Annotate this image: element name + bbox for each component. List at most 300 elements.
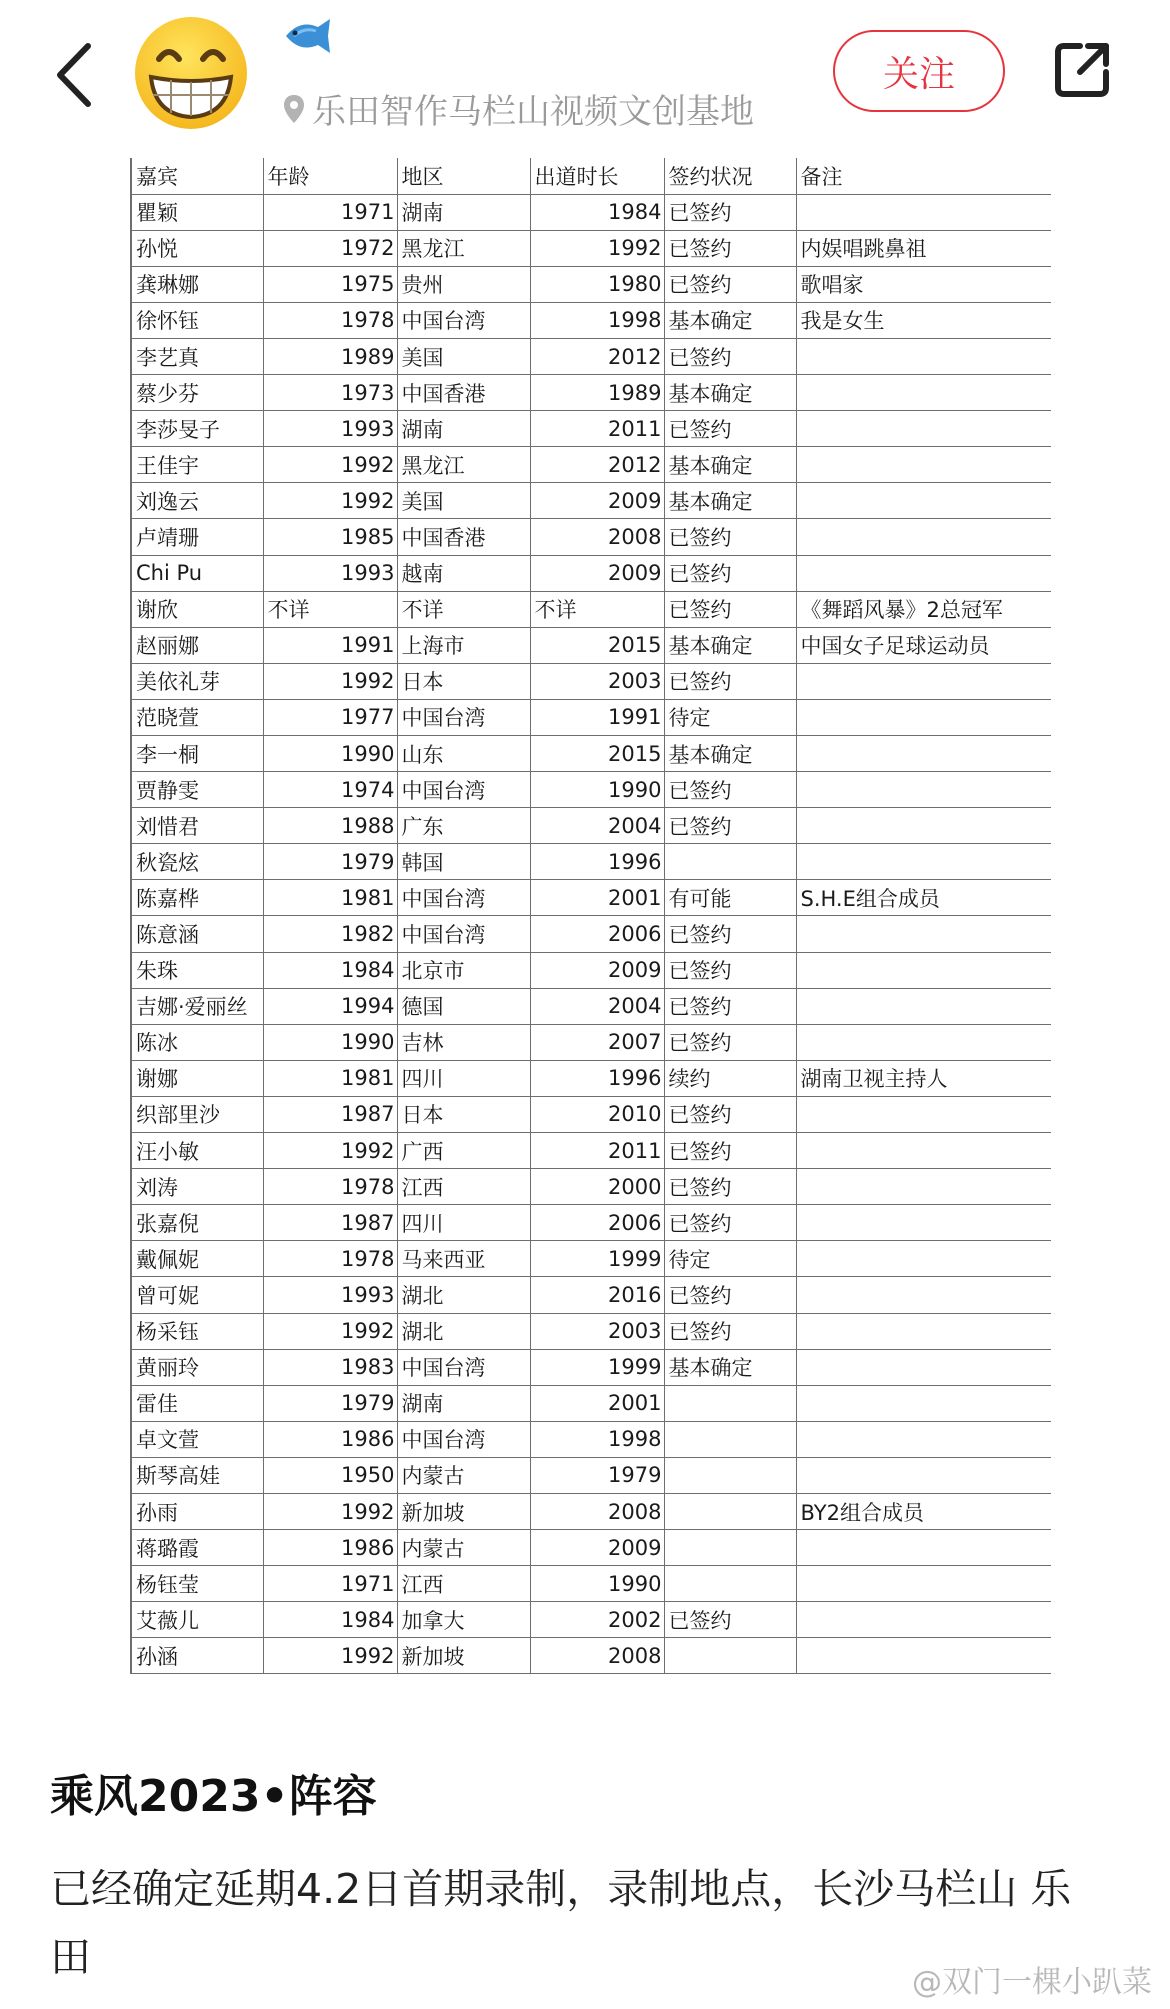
table-row xyxy=(131,1349,1051,1385)
table-row xyxy=(131,952,1051,988)
table-cell: 基本确定 xyxy=(664,447,796,483)
table-cell xyxy=(796,1169,1051,1205)
table-row xyxy=(131,988,1051,1024)
table-cell: 美国 xyxy=(397,338,530,374)
table-cell: 汪小敏 xyxy=(131,1133,263,1169)
table-cell: 基本确定 xyxy=(664,736,796,772)
table-row xyxy=(131,411,1051,447)
table-cell: 2012 xyxy=(530,447,664,483)
table-cell: 日本 xyxy=(397,1096,530,1132)
table-row xyxy=(131,1169,1051,1205)
post-header xyxy=(0,0,1170,150)
table-cell: 已签约 xyxy=(664,1096,796,1132)
table-cell xyxy=(796,194,1051,230)
table-cell: 1992 xyxy=(263,447,397,483)
table-cell: 孙悦 xyxy=(131,230,263,266)
table-cell: 新加坡 xyxy=(397,1493,530,1529)
table-cell: 李一桐 xyxy=(131,736,263,772)
table-cell: 1992 xyxy=(263,1133,397,1169)
table-row xyxy=(131,1024,1051,1060)
table-row xyxy=(131,375,1051,411)
table-cell xyxy=(796,736,1051,772)
table-row xyxy=(131,1385,1051,1421)
table-cell: 1992 xyxy=(263,1638,397,1674)
table-cell: 新加坡 xyxy=(397,1638,530,1674)
fish-icon xyxy=(280,15,336,57)
table-cell: 1979 xyxy=(530,1457,664,1493)
table-row xyxy=(131,1205,1051,1241)
table-cell: 2008 xyxy=(530,1638,664,1674)
table-cell xyxy=(796,1313,1051,1349)
table-cell: 2009 xyxy=(530,952,664,988)
table-cell: 美依礼芽 xyxy=(131,663,263,699)
table-cell: 中国台湾 xyxy=(397,916,530,952)
table-cell xyxy=(796,447,1051,483)
table-cell: 内娱唱跳鼻祖 xyxy=(796,230,1051,266)
table-cell: 1984 xyxy=(263,952,397,988)
location-tag[interactable] xyxy=(282,84,754,133)
table-cell xyxy=(796,483,1051,519)
table-cell: 1992 xyxy=(263,1313,397,1349)
table-cell: 待定 xyxy=(664,699,796,735)
table-cell: 1990 xyxy=(530,1566,664,1602)
table-cell: 2006 xyxy=(530,916,664,952)
table-cell: 1979 xyxy=(263,1385,397,1421)
table-cell xyxy=(796,844,1051,880)
table-cell: 1993 xyxy=(263,1277,397,1313)
table-cell xyxy=(664,1638,796,1674)
table-row xyxy=(131,302,1051,338)
table-cell: 已签约 xyxy=(664,1205,796,1241)
table-cell: 卓文萱 xyxy=(131,1421,263,1457)
table-cell: 内蒙古 xyxy=(397,1457,530,1493)
table-cell: 中国香港 xyxy=(397,519,530,555)
table-cell: 已签约 xyxy=(664,988,796,1024)
table-cell: 四川 xyxy=(397,1205,530,1241)
table-cell: 日本 xyxy=(397,663,530,699)
table-cell: 中国台湾 xyxy=(397,880,530,916)
table-cell: 1986 xyxy=(263,1421,397,1457)
table-cell: 1991 xyxy=(530,699,664,735)
table-row xyxy=(131,844,1051,880)
table-cell: 中国台湾 xyxy=(397,772,530,808)
table-cell: 中国台湾 xyxy=(397,699,530,735)
table-cell: 中国女子足球运动员 xyxy=(796,627,1051,663)
table-cell xyxy=(664,844,796,880)
table-cell: 1987 xyxy=(263,1205,397,1241)
table-cell xyxy=(796,519,1051,555)
table-cell: 2011 xyxy=(530,1133,664,1169)
table-cell: 2009 xyxy=(530,1530,664,1566)
table-cell xyxy=(796,1133,1051,1169)
table-row xyxy=(131,699,1051,735)
table-cell: 1988 xyxy=(263,808,397,844)
table-cell: 已签约 xyxy=(664,266,796,302)
table-cell: 2011 xyxy=(530,411,664,447)
table-cell xyxy=(796,338,1051,374)
table-row xyxy=(131,1457,1051,1493)
table-row xyxy=(131,266,1051,302)
table-cell: 已签约 xyxy=(664,663,796,699)
table-cell: 1987 xyxy=(263,1096,397,1132)
table-cell: 待定 xyxy=(664,1241,796,1277)
table-cell: 加拿大 xyxy=(397,1602,530,1638)
table-cell: 中国台湾 xyxy=(397,1421,530,1457)
table-cell: 2008 xyxy=(530,519,664,555)
table-cell: 秋瓷炫 xyxy=(131,844,263,880)
table-row xyxy=(131,1313,1051,1349)
table-cell: 1979 xyxy=(263,844,397,880)
table-cell: 广西 xyxy=(397,1133,530,1169)
table-cell: 1984 xyxy=(263,1602,397,1638)
column-header: 出道时长 xyxy=(530,158,664,194)
table-cell xyxy=(796,988,1051,1024)
table-cell: 谢娜 xyxy=(131,1060,263,1096)
column-header: 备注 xyxy=(796,158,1051,194)
table-cell: 刘涛 xyxy=(131,1169,263,1205)
table-cell: 1984 xyxy=(530,194,664,230)
table-cell: 斯琴高娃 xyxy=(131,1457,263,1493)
table-cell: 1990 xyxy=(263,1024,397,1060)
table-cell xyxy=(796,1277,1051,1313)
table-cell: 基本确定 xyxy=(664,375,796,411)
table-cell: 已签约 xyxy=(664,1313,796,1349)
post-title: 乘风2023•阵容 xyxy=(50,1771,377,1822)
table-cell: 1994 xyxy=(263,988,397,1024)
table-cell: 1992 xyxy=(263,663,397,699)
table-cell: 我是女生 xyxy=(796,302,1051,338)
table-cell: 已签约 xyxy=(664,1133,796,1169)
table-cell: 2001 xyxy=(530,1385,664,1421)
table-row xyxy=(131,1096,1051,1132)
table-row xyxy=(131,555,1051,591)
table-cell: 歌唱家 xyxy=(796,266,1051,302)
table-row xyxy=(131,230,1051,266)
table-cell: 1992 xyxy=(263,483,397,519)
table-cell xyxy=(796,1638,1051,1674)
table-cell: 中国台湾 xyxy=(397,1349,530,1385)
table-cell: 北京市 xyxy=(397,952,530,988)
table-cell: 湖北 xyxy=(397,1277,530,1313)
table-cell: 贾静雯 xyxy=(131,772,263,808)
table-cell: 中国台湾 xyxy=(397,302,530,338)
table-cell: 中国香港 xyxy=(397,375,530,411)
table-row xyxy=(131,627,1051,663)
table-cell: 2010 xyxy=(530,1096,664,1132)
table-cell: 已签约 xyxy=(664,1277,796,1313)
table-cell: 谢欣 xyxy=(131,591,263,627)
table-cell: 湖南 xyxy=(397,411,530,447)
table-cell: 湖南 xyxy=(397,1385,530,1421)
table-cell: 已签约 xyxy=(664,772,796,808)
table-cell xyxy=(796,1205,1051,1241)
table-cell: 1971 xyxy=(263,194,397,230)
table-cell: 江西 xyxy=(397,1169,530,1205)
table-cell xyxy=(796,1349,1051,1385)
table-cell: 基本确定 xyxy=(664,302,796,338)
table-cell: 已签约 xyxy=(664,1024,796,1060)
table-cell: 1973 xyxy=(263,375,397,411)
table-cell: 杨钰莹 xyxy=(131,1566,263,1602)
table-cell: 不详 xyxy=(530,591,664,627)
table-row xyxy=(131,916,1051,952)
table-row xyxy=(131,519,1051,555)
table-row xyxy=(131,338,1051,374)
table-cell: 曾可妮 xyxy=(131,1277,263,1313)
table-cell: 李艺真 xyxy=(131,338,263,374)
column-header: 年龄 xyxy=(263,158,397,194)
table-cell xyxy=(796,411,1051,447)
table-cell: BY2组合成员 xyxy=(796,1493,1051,1529)
table-cell xyxy=(796,375,1051,411)
location-pin-icon xyxy=(282,93,306,125)
table-cell: 1978 xyxy=(263,302,397,338)
table-cell: 1998 xyxy=(530,302,664,338)
location-text: 乐田智作马栏山视频文创基地 xyxy=(312,92,754,132)
table-cell: 2003 xyxy=(530,1313,664,1349)
table-cell: 1986 xyxy=(263,1530,397,1566)
table-row xyxy=(131,1060,1051,1096)
table-body xyxy=(131,194,1051,1674)
table-cell xyxy=(796,772,1051,808)
table-cell: 织部里沙 xyxy=(131,1096,263,1132)
table-row xyxy=(131,1133,1051,1169)
table-cell: 黑龙江 xyxy=(397,447,530,483)
table-cell: Chi Pu xyxy=(131,555,263,591)
table-cell: 1992 xyxy=(263,1493,397,1529)
table-cell: 1977 xyxy=(263,699,397,735)
table-cell: 2004 xyxy=(530,808,664,844)
table-cell xyxy=(796,1421,1051,1457)
table-cell: 2012 xyxy=(530,338,664,374)
table-cell: 广东 xyxy=(397,808,530,844)
table-cell xyxy=(796,1024,1051,1060)
table-cell xyxy=(796,663,1051,699)
table-cell xyxy=(796,1241,1051,1277)
share-icon[interactable] xyxy=(1050,38,1114,102)
table-cell: 江西 xyxy=(397,1566,530,1602)
table-cell: 2001 xyxy=(530,880,664,916)
table-row xyxy=(131,736,1051,772)
table-cell: 1974 xyxy=(263,772,397,808)
table-row xyxy=(131,194,1051,230)
table-cell xyxy=(664,1421,796,1457)
table-cell: 陈嘉桦 xyxy=(131,880,263,916)
table-cell: 1975 xyxy=(263,266,397,302)
table-cell xyxy=(796,1096,1051,1132)
table-cell: 1983 xyxy=(263,1349,397,1385)
table-cell: 1982 xyxy=(263,916,397,952)
table-cell: 卢靖珊 xyxy=(131,519,263,555)
table-row xyxy=(131,1602,1051,1638)
table-cell: 基本确定 xyxy=(664,1349,796,1385)
roster-table xyxy=(130,158,1051,1674)
follow-button[interactable]: 关注 xyxy=(833,30,1005,112)
table-row xyxy=(131,1493,1051,1529)
table-cell: 王佳宇 xyxy=(131,447,263,483)
table-cell xyxy=(796,555,1051,591)
table-cell xyxy=(664,1493,796,1529)
table-cell: 已签约 xyxy=(664,555,796,591)
table-cell: 已签约 xyxy=(664,916,796,952)
table-cell: 已签约 xyxy=(664,591,796,627)
table-cell: 杨采钰 xyxy=(131,1313,263,1349)
table-cell: 已签约 xyxy=(664,808,796,844)
table-cell: 2000 xyxy=(530,1169,664,1205)
table-cell: 1993 xyxy=(263,555,397,591)
table-cell: 徐怀钰 xyxy=(131,302,263,338)
table-cell: 已签约 xyxy=(664,230,796,266)
table-cell: 1981 xyxy=(263,880,397,916)
table-cell: 2004 xyxy=(530,988,664,1024)
table-cell: 1978 xyxy=(263,1169,397,1205)
table-cell xyxy=(664,1530,796,1566)
table-cell: 已签约 xyxy=(664,1169,796,1205)
table-cell xyxy=(664,1457,796,1493)
table-cell: 张嘉倪 xyxy=(131,1205,263,1241)
table-cell: 陈冰 xyxy=(131,1024,263,1060)
table-cell: 《舞蹈风暴》2总冠军 xyxy=(796,591,1051,627)
table-cell: 德国 xyxy=(397,988,530,1024)
table-cell xyxy=(796,1385,1051,1421)
table-row xyxy=(131,1638,1051,1674)
table-cell: 1998 xyxy=(530,1421,664,1457)
column-header: 地区 xyxy=(397,158,530,194)
table-cell: 蒋璐霞 xyxy=(131,1530,263,1566)
table-row xyxy=(131,1241,1051,1277)
table-cell: 1985 xyxy=(263,519,397,555)
table-cell xyxy=(796,699,1051,735)
watermark: @双门一棵小趴菜 xyxy=(912,1965,1152,2000)
table-cell: 瞿颖 xyxy=(131,194,263,230)
table-cell: 1996 xyxy=(530,844,664,880)
table-row xyxy=(131,1277,1051,1313)
table-cell: 刘惜君 xyxy=(131,808,263,844)
table-row xyxy=(131,663,1051,699)
table-row xyxy=(131,1566,1051,1602)
table-cell: 1978 xyxy=(263,1241,397,1277)
roster-table-image[interactable] xyxy=(130,158,1050,1718)
table-cell xyxy=(796,952,1051,988)
table-cell: 已签约 xyxy=(664,519,796,555)
table-cell: 孙涵 xyxy=(131,1638,263,1674)
table-cell: 不详 xyxy=(263,591,397,627)
chevron-left-icon[interactable] xyxy=(52,40,96,110)
table-cell: 2009 xyxy=(530,555,664,591)
table-cell xyxy=(796,1530,1051,1566)
table-cell: 基本确定 xyxy=(664,627,796,663)
table-cell xyxy=(796,808,1051,844)
table-cell: 蔡少芬 xyxy=(131,375,263,411)
table-cell: 黑龙江 xyxy=(397,230,530,266)
table-cell: 贵州 xyxy=(397,266,530,302)
table-cell: 戴佩妮 xyxy=(131,1241,263,1277)
table-row xyxy=(131,1530,1051,1566)
table-cell: 续约 xyxy=(664,1060,796,1096)
table-cell: 2016 xyxy=(530,1277,664,1313)
table-cell: 2015 xyxy=(530,627,664,663)
table-cell: 1999 xyxy=(530,1349,664,1385)
post-body: 已经确定延期4.2日首期录制，录制地点，长沙马栏山 乐田 xyxy=(50,1865,1072,1981)
table-cell: 韩国 xyxy=(397,844,530,880)
table-row xyxy=(131,447,1051,483)
table-cell xyxy=(664,1385,796,1421)
table-cell: 已签约 xyxy=(664,952,796,988)
table-cell: 1993 xyxy=(263,411,397,447)
table-cell: 2007 xyxy=(530,1024,664,1060)
table-cell: 孙雨 xyxy=(131,1493,263,1529)
table-cell: 1990 xyxy=(263,736,397,772)
table-cell: 四川 xyxy=(397,1060,530,1096)
table-cell: 2002 xyxy=(530,1602,664,1638)
table-cell: 2015 xyxy=(530,736,664,772)
table-cell: 湖南 xyxy=(397,194,530,230)
avatar[interactable] xyxy=(133,15,249,131)
table-cell: 赵丽娜 xyxy=(131,627,263,663)
table-cell: 基本确定 xyxy=(664,483,796,519)
table-cell xyxy=(664,1566,796,1602)
table-cell: 2008 xyxy=(530,1493,664,1529)
table-cell: 朱珠 xyxy=(131,952,263,988)
table-row xyxy=(131,483,1051,519)
table-cell: 越南 xyxy=(397,555,530,591)
table-cell: S.H.E组合成员 xyxy=(796,880,1051,916)
table-cell: 湖南卫视主持人 xyxy=(796,1060,1051,1096)
column-header: 签约状况 xyxy=(664,158,796,194)
table-cell: 1972 xyxy=(263,230,397,266)
table-cell xyxy=(796,916,1051,952)
table-row xyxy=(131,808,1051,844)
table-cell: 1950 xyxy=(263,1457,397,1493)
table-cell: 上海市 xyxy=(397,627,530,663)
table-cell: 1989 xyxy=(530,375,664,411)
table-cell: 1992 xyxy=(530,230,664,266)
table-cell: 2009 xyxy=(530,483,664,519)
table-cell: 1980 xyxy=(530,266,664,302)
table-cell: 1996 xyxy=(530,1060,664,1096)
table-cell: 1981 xyxy=(263,1060,397,1096)
table-cell: 1991 xyxy=(263,627,397,663)
table-cell: 有可能 xyxy=(664,880,796,916)
table-cell: 2006 xyxy=(530,1205,664,1241)
table-cell: 已签约 xyxy=(664,1602,796,1638)
table-cell: 1990 xyxy=(530,772,664,808)
table-cell xyxy=(796,1566,1051,1602)
table-cell: 吉娜·爱丽丝 xyxy=(131,988,263,1024)
table-cell: 湖北 xyxy=(397,1313,530,1349)
table-cell: 已签约 xyxy=(664,411,796,447)
table-header-row xyxy=(131,158,1051,194)
table-cell: 李莎旻子 xyxy=(131,411,263,447)
table-cell: 山东 xyxy=(397,736,530,772)
table-cell: 1999 xyxy=(530,1241,664,1277)
table-cell: 艾薇儿 xyxy=(131,1602,263,1638)
table-row xyxy=(131,880,1051,916)
table-cell xyxy=(796,1457,1051,1493)
table-cell: 黄丽玲 xyxy=(131,1349,263,1385)
table-cell xyxy=(796,1602,1051,1638)
table-cell: 内蒙古 xyxy=(397,1530,530,1566)
table-cell: 1971 xyxy=(263,1566,397,1602)
table-row xyxy=(131,591,1051,627)
table-cell: 1989 xyxy=(263,338,397,374)
table-cell: 吉林 xyxy=(397,1024,530,1060)
table-cell: 马来西亚 xyxy=(397,1241,530,1277)
table-cell: 2003 xyxy=(530,663,664,699)
table-cell: 雷佳 xyxy=(131,1385,263,1421)
table-cell: 已签约 xyxy=(664,194,796,230)
table-cell: 已签约 xyxy=(664,338,796,374)
